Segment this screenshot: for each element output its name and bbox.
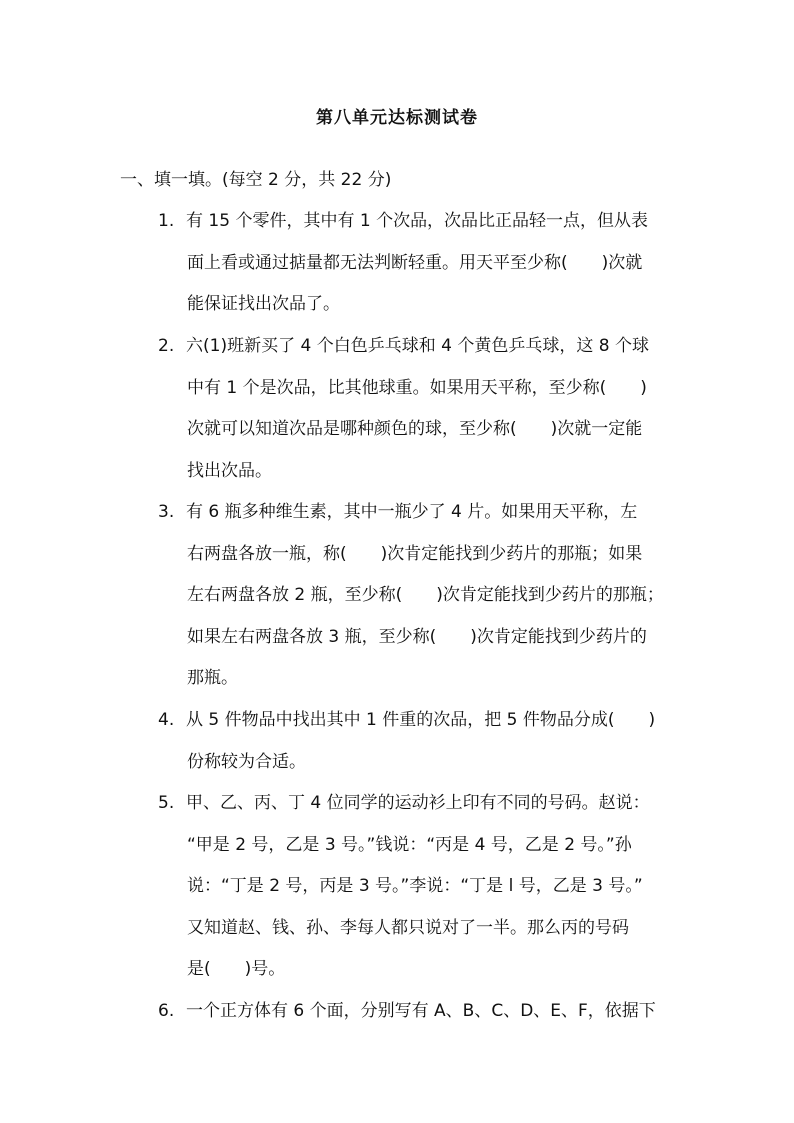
question-6: [158, 991, 678, 1033]
question-number: 5.: [158, 793, 175, 813]
question-text: 有 6 瓶多种维生素，其中一瓶少了 4 片。如果用天平称，左: [186, 502, 638, 522]
question-text: 一个正方体有 6 个面，分别写有 A、B、C、D、E、F，依据下: [186, 1001, 656, 1021]
question-line: [158, 492, 678, 534]
question-line: [158, 783, 678, 825]
question-1: [158, 201, 678, 326]
question-line: 能保证找出次品了。: [187, 294, 340, 314]
question-number: 6.: [158, 1001, 175, 1021]
question-4: [158, 700, 678, 783]
question-line: 如果左右两盘各放 3 瓶，至少称( )次肯定能找到少药片的: [187, 626, 647, 647]
question-line: “甲是 2 号，乙是 3 号。”钱说：“丙是 4 号，乙是 2 号。”孙: [187, 834, 632, 855]
section-heading-fill-in: 一、填一填。(每空 2 分，共 22 分): [120, 170, 392, 190]
question-number: 2.: [158, 336, 175, 356]
question-text: 甲、乙、丙、丁 4 位同学的运动衫上印有不同的号码。赵说：: [186, 793, 650, 813]
page-title: 第八单元达标测试卷: [316, 108, 478, 128]
question-line: 右两盘各放一瓶，称( )次肯定能找到少药片的那瓶；如果: [187, 543, 643, 564]
question-line: 份称较为合适。: [187, 751, 306, 772]
question-text: 六(1)班新买了 4 个白色乒乓球和 4 个黄色乒乓球，这 8 个球: [186, 336, 649, 356]
question-number: 1.: [158, 211, 175, 231]
question-line: 说：“丁是 2 号，丙是 3 号。”李说：“丁是 l 号，乙是 3 号。”: [187, 876, 643, 896]
question-line: 又知道赵、钱、孙、李每人都只说对了一半。那么丙的号码: [187, 917, 629, 938]
question-text: 有 15 个零件，其中有 1 个次品，次品比正品轻一点，但从表: [186, 211, 649, 231]
question-line: [158, 991, 678, 1033]
question-line: 那瓶。: [187, 668, 238, 688]
question-line: [158, 700, 678, 742]
question-line: 次就可以知道次品是哪种颜色的球，至少称( )次就一定能: [187, 419, 643, 439]
question-line: 是( )号。: [187, 959, 286, 979]
question-line: [158, 201, 678, 243]
question-line: 中有 1 个是次品，比其他球重。如果用天平称，至少称( ): [187, 377, 647, 398]
question-3: [158, 492, 678, 700]
question-line: 找出次品。: [187, 460, 272, 481]
question-2: [158, 326, 678, 492]
question-line: 左右两盘各放 2 瓶，至少称( )次肯定能找到少药片的那瓶；: [187, 585, 664, 605]
question-line: [158, 326, 678, 368]
question-5: [158, 783, 678, 991]
question-text: 从 5 件物品中找出其中 1 件重的次品，把 5 件物品分成( ): [186, 710, 656, 730]
question-number: 4.: [158, 710, 175, 730]
question-line: 面上看或通过掂量都无法判断轻重。用天平至少称( )次就: [187, 252, 643, 273]
question-number: 3.: [158, 502, 175, 522]
